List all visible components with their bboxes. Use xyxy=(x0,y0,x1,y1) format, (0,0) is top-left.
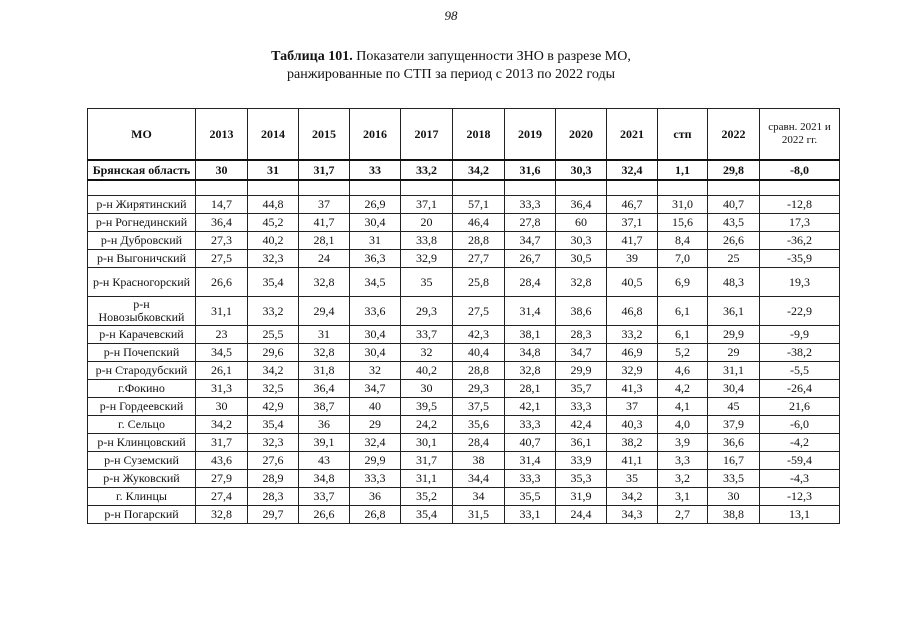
cell-value: 32,4 xyxy=(350,434,401,452)
cell-value: 34 xyxy=(453,488,505,506)
cell-value xyxy=(401,180,453,196)
cell-value: 28,3 xyxy=(556,326,607,344)
cell-value: 34,2 xyxy=(248,362,299,380)
cell-value: 3,9 xyxy=(658,434,708,452)
table-row xyxy=(88,297,840,326)
cell-value: 33,7 xyxy=(401,326,453,344)
cell-value: 25 xyxy=(708,250,760,268)
cell-value: 24 xyxy=(299,250,350,268)
cell-value: 39,1 xyxy=(299,434,350,452)
cell-mo: г.Фокино xyxy=(88,380,196,398)
cell-value xyxy=(658,180,708,196)
cell-value: 28,1 xyxy=(505,380,556,398)
cell-value: 35,3 xyxy=(556,470,607,488)
cell-value: 32,8 xyxy=(299,344,350,362)
cell-value: 31,8 xyxy=(299,362,350,380)
cell-value: -5,5 xyxy=(760,362,840,380)
cell-value: 40 xyxy=(350,398,401,416)
cell-value: 4,0 xyxy=(658,416,708,434)
cell-value: 36,3 xyxy=(350,250,401,268)
cell-value: 29 xyxy=(350,416,401,434)
cell-value: 32,3 xyxy=(248,434,299,452)
cell-value: 42,1 xyxy=(505,398,556,416)
table-row xyxy=(88,196,840,214)
cell-value: 33 xyxy=(350,160,401,180)
cell-value: 33,3 xyxy=(350,470,401,488)
cell-value: 45,2 xyxy=(248,214,299,232)
header-col: 2014 xyxy=(248,109,299,161)
table-title-line2: ранжированные по СТП за период с 2013 по 2022 годы xyxy=(287,67,615,82)
cell-value: 42,3 xyxy=(453,326,505,344)
cell-value: 34,5 xyxy=(350,268,401,297)
table-row xyxy=(88,506,840,524)
cell-value: 30,3 xyxy=(556,160,607,180)
cell-value: 38,7 xyxy=(299,398,350,416)
cell-value: 36,4 xyxy=(299,380,350,398)
cell-value: 34,2 xyxy=(607,488,658,506)
cell-value: 28,1 xyxy=(299,232,350,250)
cell-value: 31,1 xyxy=(708,362,760,380)
cell-value: 36,6 xyxy=(708,434,760,452)
header-col: 2015 xyxy=(299,109,350,161)
cell-value: 33,9 xyxy=(556,452,607,470)
cell-value: 34,2 xyxy=(196,416,248,434)
cell-mo: р-н Красногорский xyxy=(88,268,196,297)
cell-value: 33,5 xyxy=(708,470,760,488)
cell-value: 30,3 xyxy=(556,232,607,250)
cell-value: 32,8 xyxy=(299,268,350,297)
cell-value: 40,2 xyxy=(248,232,299,250)
table-row xyxy=(88,380,840,398)
cell-value: 3,3 xyxy=(658,452,708,470)
cell-value: 38,1 xyxy=(505,326,556,344)
table-title-label: Таблица 101. xyxy=(271,49,353,64)
cell-value: 36,1 xyxy=(708,297,760,326)
cell-value: 28,4 xyxy=(453,434,505,452)
cell-value: 30,4 xyxy=(350,326,401,344)
cell-value: 23 xyxy=(196,326,248,344)
cell-value: 31,7 xyxy=(401,452,453,470)
cell-value: 32 xyxy=(350,362,401,380)
header-row xyxy=(88,109,840,161)
cell-value: 26,6 xyxy=(708,232,760,250)
cell-value: 4,6 xyxy=(658,362,708,380)
cell-value: 37,5 xyxy=(453,398,505,416)
cell-mo: р-н Карачевский xyxy=(88,326,196,344)
cell-mo: р-н Суземский xyxy=(88,452,196,470)
cell-value: 35,6 xyxy=(453,416,505,434)
cell-value: 32,8 xyxy=(196,506,248,524)
cell-value: 35 xyxy=(607,470,658,488)
cell-value: 31,1 xyxy=(196,297,248,326)
cell-value: 14,7 xyxy=(196,196,248,214)
cell-value: 8,4 xyxy=(658,232,708,250)
cell-mo: р-н Почепский xyxy=(88,344,196,362)
cell-value: 35,4 xyxy=(248,268,299,297)
cell-value: 33,7 xyxy=(299,488,350,506)
cell-value: -4,3 xyxy=(760,470,840,488)
cell-value: 29 xyxy=(708,344,760,362)
cell-value: 29,9 xyxy=(708,326,760,344)
cell-value: 7,0 xyxy=(658,250,708,268)
cell-value: 31,7 xyxy=(299,160,350,180)
cell-value: -38,2 xyxy=(760,344,840,362)
cell-value: 25,8 xyxy=(453,268,505,297)
cell-value: 26,6 xyxy=(196,268,248,297)
cell-value: 30 xyxy=(196,398,248,416)
cell-value: 31,1 xyxy=(401,470,453,488)
table-title xyxy=(0,48,902,84)
cell-mo: р-н Рогнединский xyxy=(88,214,196,232)
cell-value: 3,2 xyxy=(658,470,708,488)
cell-value: 40,4 xyxy=(453,344,505,362)
cell-value: 30,4 xyxy=(708,380,760,398)
cell-value: 27,5 xyxy=(196,250,248,268)
cell-value: 31 xyxy=(350,232,401,250)
cell-value: 57,1 xyxy=(453,196,505,214)
table-row xyxy=(88,344,840,362)
cell-value: 41,1 xyxy=(607,452,658,470)
cell-value: 32,5 xyxy=(248,380,299,398)
cell-value: 6,1 xyxy=(658,326,708,344)
cell-mo: Брянская область xyxy=(88,160,196,180)
cell-value: 26,9 xyxy=(350,196,401,214)
header-col: 2022 xyxy=(708,109,760,161)
cell-value: 4,1 xyxy=(658,398,708,416)
cell-value: 60 xyxy=(556,214,607,232)
cell-value: 32,4 xyxy=(607,160,658,180)
cell-value: 26,1 xyxy=(196,362,248,380)
cell-value: 33,2 xyxy=(607,326,658,344)
cell-value: 19,3 xyxy=(760,268,840,297)
cell-value: 30,4 xyxy=(350,214,401,232)
cell-value: 42,9 xyxy=(248,398,299,416)
cell-value: 25,5 xyxy=(248,326,299,344)
blank-row xyxy=(88,180,840,196)
cell-value: 46,8 xyxy=(607,297,658,326)
cell-value: 38,6 xyxy=(556,297,607,326)
cell-value: 36,4 xyxy=(196,214,248,232)
cell-value xyxy=(708,180,760,196)
table-row xyxy=(88,434,840,452)
cell-value: -8,0 xyxy=(760,160,840,180)
cell-value: 29,7 xyxy=(248,506,299,524)
cell-value: 31,5 xyxy=(453,506,505,524)
cell-value: 26,6 xyxy=(299,506,350,524)
cell-value: 29,9 xyxy=(556,362,607,380)
cell-value: -4,2 xyxy=(760,434,840,452)
cell-value: 1,1 xyxy=(658,160,708,180)
table-title-line1: Показатели запущенности ЗНО в разрезе МО, xyxy=(352,49,631,64)
region-total-row xyxy=(88,160,840,180)
cell-value: 34,3 xyxy=(607,506,658,524)
cell-value: 31,3 xyxy=(196,380,248,398)
cell-value: 30 xyxy=(196,160,248,180)
header-col: 2020 xyxy=(556,109,607,161)
cell-value: 34,5 xyxy=(196,344,248,362)
cell-value: 27,8 xyxy=(505,214,556,232)
cell-value: 35 xyxy=(401,268,453,297)
cell-value: 24,4 xyxy=(556,506,607,524)
table-row xyxy=(88,488,840,506)
cell-value: 37,1 xyxy=(607,214,658,232)
cell-value: 31 xyxy=(299,326,350,344)
cell-value: 31,4 xyxy=(505,297,556,326)
cell-value: 43,6 xyxy=(196,452,248,470)
cell-value: 27,3 xyxy=(196,232,248,250)
header-col: 2013 xyxy=(196,109,248,161)
cell-value xyxy=(248,180,299,196)
cell-value: 28,9 xyxy=(248,470,299,488)
cell-value: 42,4 xyxy=(556,416,607,434)
cell-value: 27,9 xyxy=(196,470,248,488)
cell-value: 28,3 xyxy=(248,488,299,506)
cell-value: 41,3 xyxy=(607,380,658,398)
cell-value: 21,6 xyxy=(760,398,840,416)
cell-value: 32,8 xyxy=(556,268,607,297)
cell-value: 45 xyxy=(708,398,760,416)
cell-value: 35,4 xyxy=(401,506,453,524)
table-row xyxy=(88,398,840,416)
cell-mo: р-н Гордеевский xyxy=(88,398,196,416)
cell-value: 48,3 xyxy=(708,268,760,297)
cell-value: 35,7 xyxy=(556,380,607,398)
cell-value xyxy=(299,180,350,196)
cell-value: 28,8 xyxy=(453,232,505,250)
cell-mo: г. Сельцо xyxy=(88,416,196,434)
cell-value xyxy=(350,180,401,196)
cell-value: 41,7 xyxy=(607,232,658,250)
cell-value: 28,8 xyxy=(453,362,505,380)
header-col: 2019 xyxy=(505,109,556,161)
cell-value: 32,9 xyxy=(401,250,453,268)
cell-value: 35,2 xyxy=(401,488,453,506)
table-row xyxy=(88,250,840,268)
cell-value: 33,3 xyxy=(556,398,607,416)
cell-value: 36,1 xyxy=(556,434,607,452)
cell-value: 40,2 xyxy=(401,362,453,380)
table-row xyxy=(88,470,840,488)
cell-value: 29,8 xyxy=(708,160,760,180)
cell-value: 26,7 xyxy=(505,250,556,268)
cell-value: 33,1 xyxy=(505,506,556,524)
table-row xyxy=(88,326,840,344)
data-table xyxy=(87,108,840,524)
cell-value: 27,6 xyxy=(248,452,299,470)
header-col: стп xyxy=(658,109,708,161)
cell-value: 33,2 xyxy=(248,297,299,326)
cell-mo: р-н Жуковский xyxy=(88,470,196,488)
cell-mo: р-н Новозыбковский xyxy=(88,297,196,326)
cell-value: 46,4 xyxy=(453,214,505,232)
table-row xyxy=(88,416,840,434)
cell-mo xyxy=(88,180,196,196)
cell-value: 39,5 xyxy=(401,398,453,416)
cell-value: 40,7 xyxy=(505,434,556,452)
header-col: 2016 xyxy=(350,109,401,161)
header-mo: МО xyxy=(88,109,196,161)
cell-value xyxy=(556,180,607,196)
cell-value: -26,4 xyxy=(760,380,840,398)
cell-value: 33,3 xyxy=(505,416,556,434)
cell-value: 37 xyxy=(607,398,658,416)
cell-value: 40,5 xyxy=(607,268,658,297)
cell-mo: р-н Жирятинский xyxy=(88,196,196,214)
cell-value: 30,4 xyxy=(350,344,401,362)
cell-value: 16,7 xyxy=(708,452,760,470)
cell-value: 31,7 xyxy=(196,434,248,452)
cell-value: 31,6 xyxy=(505,160,556,180)
cell-value: 34,7 xyxy=(350,380,401,398)
table-row xyxy=(88,268,840,297)
cell-value: 30,5 xyxy=(556,250,607,268)
cell-value: -36,2 xyxy=(760,232,840,250)
cell-value xyxy=(760,180,840,196)
cell-value: 35,5 xyxy=(505,488,556,506)
header-col: 2021 xyxy=(607,109,658,161)
cell-value: 38,8 xyxy=(708,506,760,524)
header-comparison: сравн. 2021 и 2022 гг. xyxy=(760,109,840,161)
cell-value: 6,9 xyxy=(658,268,708,297)
cell-value: -12,3 xyxy=(760,488,840,506)
cell-value: 13,1 xyxy=(760,506,840,524)
cell-value: 6,1 xyxy=(658,297,708,326)
cell-value: 32 xyxy=(401,344,453,362)
cell-value: 32,9 xyxy=(607,362,658,380)
cell-mo: р-н Выгоничский xyxy=(88,250,196,268)
cell-value: -59,4 xyxy=(760,452,840,470)
cell-value: 15,6 xyxy=(658,214,708,232)
cell-value: 38,2 xyxy=(607,434,658,452)
cell-value: 29,3 xyxy=(453,380,505,398)
cell-value: 30,1 xyxy=(401,434,453,452)
cell-mo: р-н Погарский xyxy=(88,506,196,524)
table-row xyxy=(88,214,840,232)
cell-value: -22,9 xyxy=(760,297,840,326)
cell-value: 37,9 xyxy=(708,416,760,434)
header-col: 2018 xyxy=(453,109,505,161)
page-number: 98 xyxy=(444,8,458,23)
cell-mo: г. Клинцы xyxy=(88,488,196,506)
cell-value: 33,3 xyxy=(505,470,556,488)
cell-value: -9,9 xyxy=(760,326,840,344)
cell-mo: р-н Клинцовский xyxy=(88,434,196,452)
cell-value: 4,2 xyxy=(658,380,708,398)
cell-mo: р-н Стародубский xyxy=(88,362,196,380)
cell-value: 33,3 xyxy=(505,196,556,214)
cell-value: 38 xyxy=(453,452,505,470)
cell-value: 40,7 xyxy=(708,196,760,214)
cell-value: 36,4 xyxy=(556,196,607,214)
cell-value: 31,9 xyxy=(556,488,607,506)
cell-value: 32,8 xyxy=(505,362,556,380)
cell-value: 37,1 xyxy=(401,196,453,214)
header-col: 2017 xyxy=(401,109,453,161)
cell-value xyxy=(607,180,658,196)
cell-value: 36 xyxy=(299,416,350,434)
cell-value: 43 xyxy=(299,452,350,470)
cell-value: 29,4 xyxy=(299,297,350,326)
cell-value: 33,6 xyxy=(350,297,401,326)
cell-value: 44,8 xyxy=(248,196,299,214)
cell-value: 34,7 xyxy=(556,344,607,362)
cell-value: 43,5 xyxy=(708,214,760,232)
cell-value: 37 xyxy=(299,196,350,214)
cell-value: 30 xyxy=(708,488,760,506)
cell-value: 5,2 xyxy=(658,344,708,362)
cell-value: 46,7 xyxy=(607,196,658,214)
table-row xyxy=(88,362,840,380)
cell-value: 27,5 xyxy=(453,297,505,326)
cell-value xyxy=(196,180,248,196)
cell-value: 27,7 xyxy=(453,250,505,268)
cell-value: 35,4 xyxy=(248,416,299,434)
cell-value: 31,4 xyxy=(505,452,556,470)
cell-value: -35,9 xyxy=(760,250,840,268)
cell-value: 28,4 xyxy=(505,268,556,297)
cell-value xyxy=(505,180,556,196)
cell-value: -6,0 xyxy=(760,416,840,434)
cell-value: 27,4 xyxy=(196,488,248,506)
cell-value: 2,7 xyxy=(658,506,708,524)
cell-value: 34,2 xyxy=(453,160,505,180)
table-row xyxy=(88,232,840,250)
cell-value: 36 xyxy=(350,488,401,506)
cell-value: 41,7 xyxy=(299,214,350,232)
cell-value: 29,6 xyxy=(248,344,299,362)
cell-value: 20 xyxy=(401,214,453,232)
cell-value: 40,3 xyxy=(607,416,658,434)
cell-value: 46,9 xyxy=(607,344,658,362)
table-row xyxy=(88,452,840,470)
cell-value: 26,8 xyxy=(350,506,401,524)
cell-value: 29,9 xyxy=(350,452,401,470)
cell-mo: р-н Дубровский xyxy=(88,232,196,250)
cell-value: 31,0 xyxy=(658,196,708,214)
cell-value: 29,3 xyxy=(401,297,453,326)
cell-value: 34,8 xyxy=(299,470,350,488)
cell-value: 32,3 xyxy=(248,250,299,268)
cell-value: 34,7 xyxy=(505,232,556,250)
cell-value: 30 xyxy=(401,380,453,398)
cell-value: 39 xyxy=(607,250,658,268)
cell-value: 24,2 xyxy=(401,416,453,434)
cell-value: 31 xyxy=(248,160,299,180)
cell-value: -12,8 xyxy=(760,196,840,214)
cell-value xyxy=(453,180,505,196)
cell-value: 34,8 xyxy=(505,344,556,362)
cell-value: 33,2 xyxy=(401,160,453,180)
cell-value: 33,8 xyxy=(401,232,453,250)
cell-value: 34,4 xyxy=(453,470,505,488)
cell-value: 3,1 xyxy=(658,488,708,506)
cell-value: 17,3 xyxy=(760,214,840,232)
